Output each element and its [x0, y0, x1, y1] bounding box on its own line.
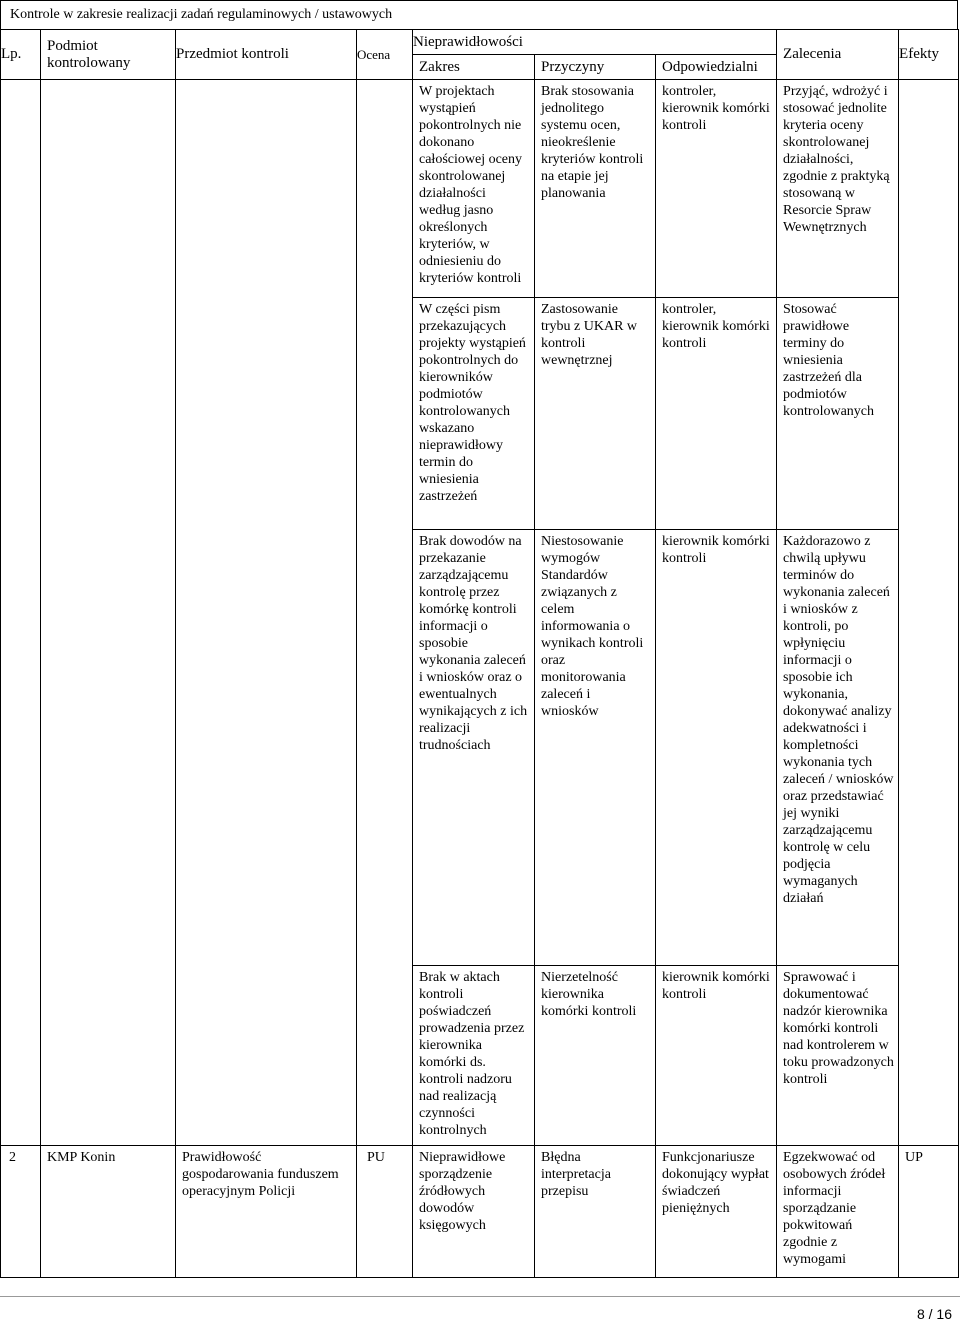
- cell-zalecenia: Każdorazowo z chwilą upływu terminów do wykonania zaleceń i wniosków z kontroli, po wpłynięciu informacji o sposobie ich wykonania, dokonywać analizy adekwatności i kompletności wykonania tych zaleceń / wniosków oraz przedstawiać jej wyniki zarządzającemu kontrolę w celu podjęcia wymaganych działań: [777, 530, 899, 966]
- cell-przedmiot: Prawidłowość gospodarowania funduszem operacyjnym Policji: [176, 1146, 357, 1278]
- col-podmiot: Podmiot kontrolowany: [41, 30, 176, 80]
- cell-lp-empty: [1, 80, 41, 1146]
- cell-zakres: W projektach wystąpień pokontrolnych nie dokonano całościowej oceny skontrolowanej działalności według jasno określonych kryteriów, w odniesieniu do kryteriów kontroli: [413, 80, 535, 298]
- cell-podmiot: KMP Konin: [41, 1146, 176, 1278]
- cell-przedmiot-empty: [176, 80, 357, 1146]
- cell-podmiot-empty: [41, 80, 176, 1146]
- cell-przyczyny: Brak stosowania jednolitego systemu ocen, nieokreślenie kryteriów kontroli na etapie jej planowania: [535, 80, 656, 298]
- cell-zalecenia: Przyjąć, wdrożyć i stosować jednolite kryteria oceny skontrolowanej działalności, zgodnie z praktyką stosowaną w Resorcie Spraw Wewnętrznych: [777, 80, 899, 298]
- cell-zalecenia: Sprawować i dokumentować nadzór kierownika komórki kontroli nad kontrolerem w toku prowadzonych kontroli: [777, 966, 899, 1146]
- col-przedmiot: Przedmiot kontroli: [176, 30, 357, 80]
- cell-zakres: Brak w aktach kontroli poświadczeń prowadzenia przez kierownika komórki ds. kontroli nadzoru nad realizacją czynności kontrolnych: [413, 966, 535, 1146]
- header-row-1: [1, 30, 959, 55]
- cell-odpowiedzialni: kontroler, kierownik komórki kontroli: [656, 298, 777, 530]
- col-zakres: Zakres: [413, 55, 535, 80]
- cell-zalecenia: Stosować prawidłowe terminy do wniesienia zastrzeżeń dla podmiotów kontrolowanych: [777, 298, 899, 530]
- cell-odpowiedzialni: kierownik komórki kontroli: [656, 966, 777, 1146]
- cell-przyczyny: Niestosowanie wymogów Standardów związanych z celem informowania o wynikach kontroli oraz monitorowania zaleceń i wniosków: [535, 530, 656, 966]
- cell-zakres: Brak dowodów na przekazanie zarządzającemu kontrolę przez komórkę kontroli informacji o sposobie wykonania zaleceń i wniosków oraz o ewentualnych wynikających z ich realizacji trudnościach: [413, 530, 535, 966]
- cell-odpowiedzialni: kontroler, kierownik komórki kontroli: [656, 80, 777, 298]
- col-przyczyny: Przyczyny: [535, 55, 656, 80]
- table-row: [1, 1146, 959, 1278]
- cell-odpowiedzialni: kierownik komórki kontroli: [656, 530, 777, 966]
- cell-przyczyny: Zastosowanie trybu z UKAR w kontroli wewnętrznej: [535, 298, 656, 530]
- controls-table: [0, 29, 959, 1278]
- cell-lp: 2: [1, 1146, 41, 1278]
- page-number: 8 / 16: [916, 1306, 952, 1322]
- page-separator: [0, 1296, 960, 1297]
- cell-zakres: W części pism przekazujących projekty wystąpień pokontrolnych do kierowników podmiotów kontrolowanych wskazano nieprawidłowy termin do wniesienia zastrzeżeń: [413, 298, 535, 530]
- cell-zalecenia: Egzekwować od osobowych źródeł informacji sporządzanie pokwitowań zgodnie z wymogami: [777, 1146, 899, 1278]
- cell-ocena: PU: [357, 1146, 413, 1278]
- cell-ocena-empty: [357, 80, 413, 1146]
- col-ocena: Ocena: [357, 30, 413, 80]
- table-title: Kontrole w zakresie realizacji zadań regulaminowych / ustawowych: [0, 0, 958, 30]
- cell-efekty: UP: [899, 1146, 959, 1278]
- col-lp: Lp.: [1, 30, 41, 80]
- cell-efekty-empty: [899, 80, 959, 1146]
- cell-przyczyny: Nierzetelność kierownika komórki kontroli: [535, 966, 656, 1146]
- cell-przyczyny: Błędna interpretacja przepisu: [535, 1146, 656, 1278]
- cell-odpowiedzialni: Funkcjonariusze dokonujący wypłat świadczeń pieniężnych: [656, 1146, 777, 1278]
- table-row: [1, 80, 959, 298]
- col-nieprawidlowosci: Nieprawidłowości: [413, 30, 777, 55]
- col-odpowiedzialni: Odpowiedzialni: [656, 55, 777, 80]
- cell-zakres: Nieprawidłowe sporządzenie źródłowych dowodów księgowych: [413, 1146, 535, 1278]
- col-zalecenia: Zalecenia: [777, 30, 899, 80]
- col-efekty: Efekty: [899, 30, 959, 80]
